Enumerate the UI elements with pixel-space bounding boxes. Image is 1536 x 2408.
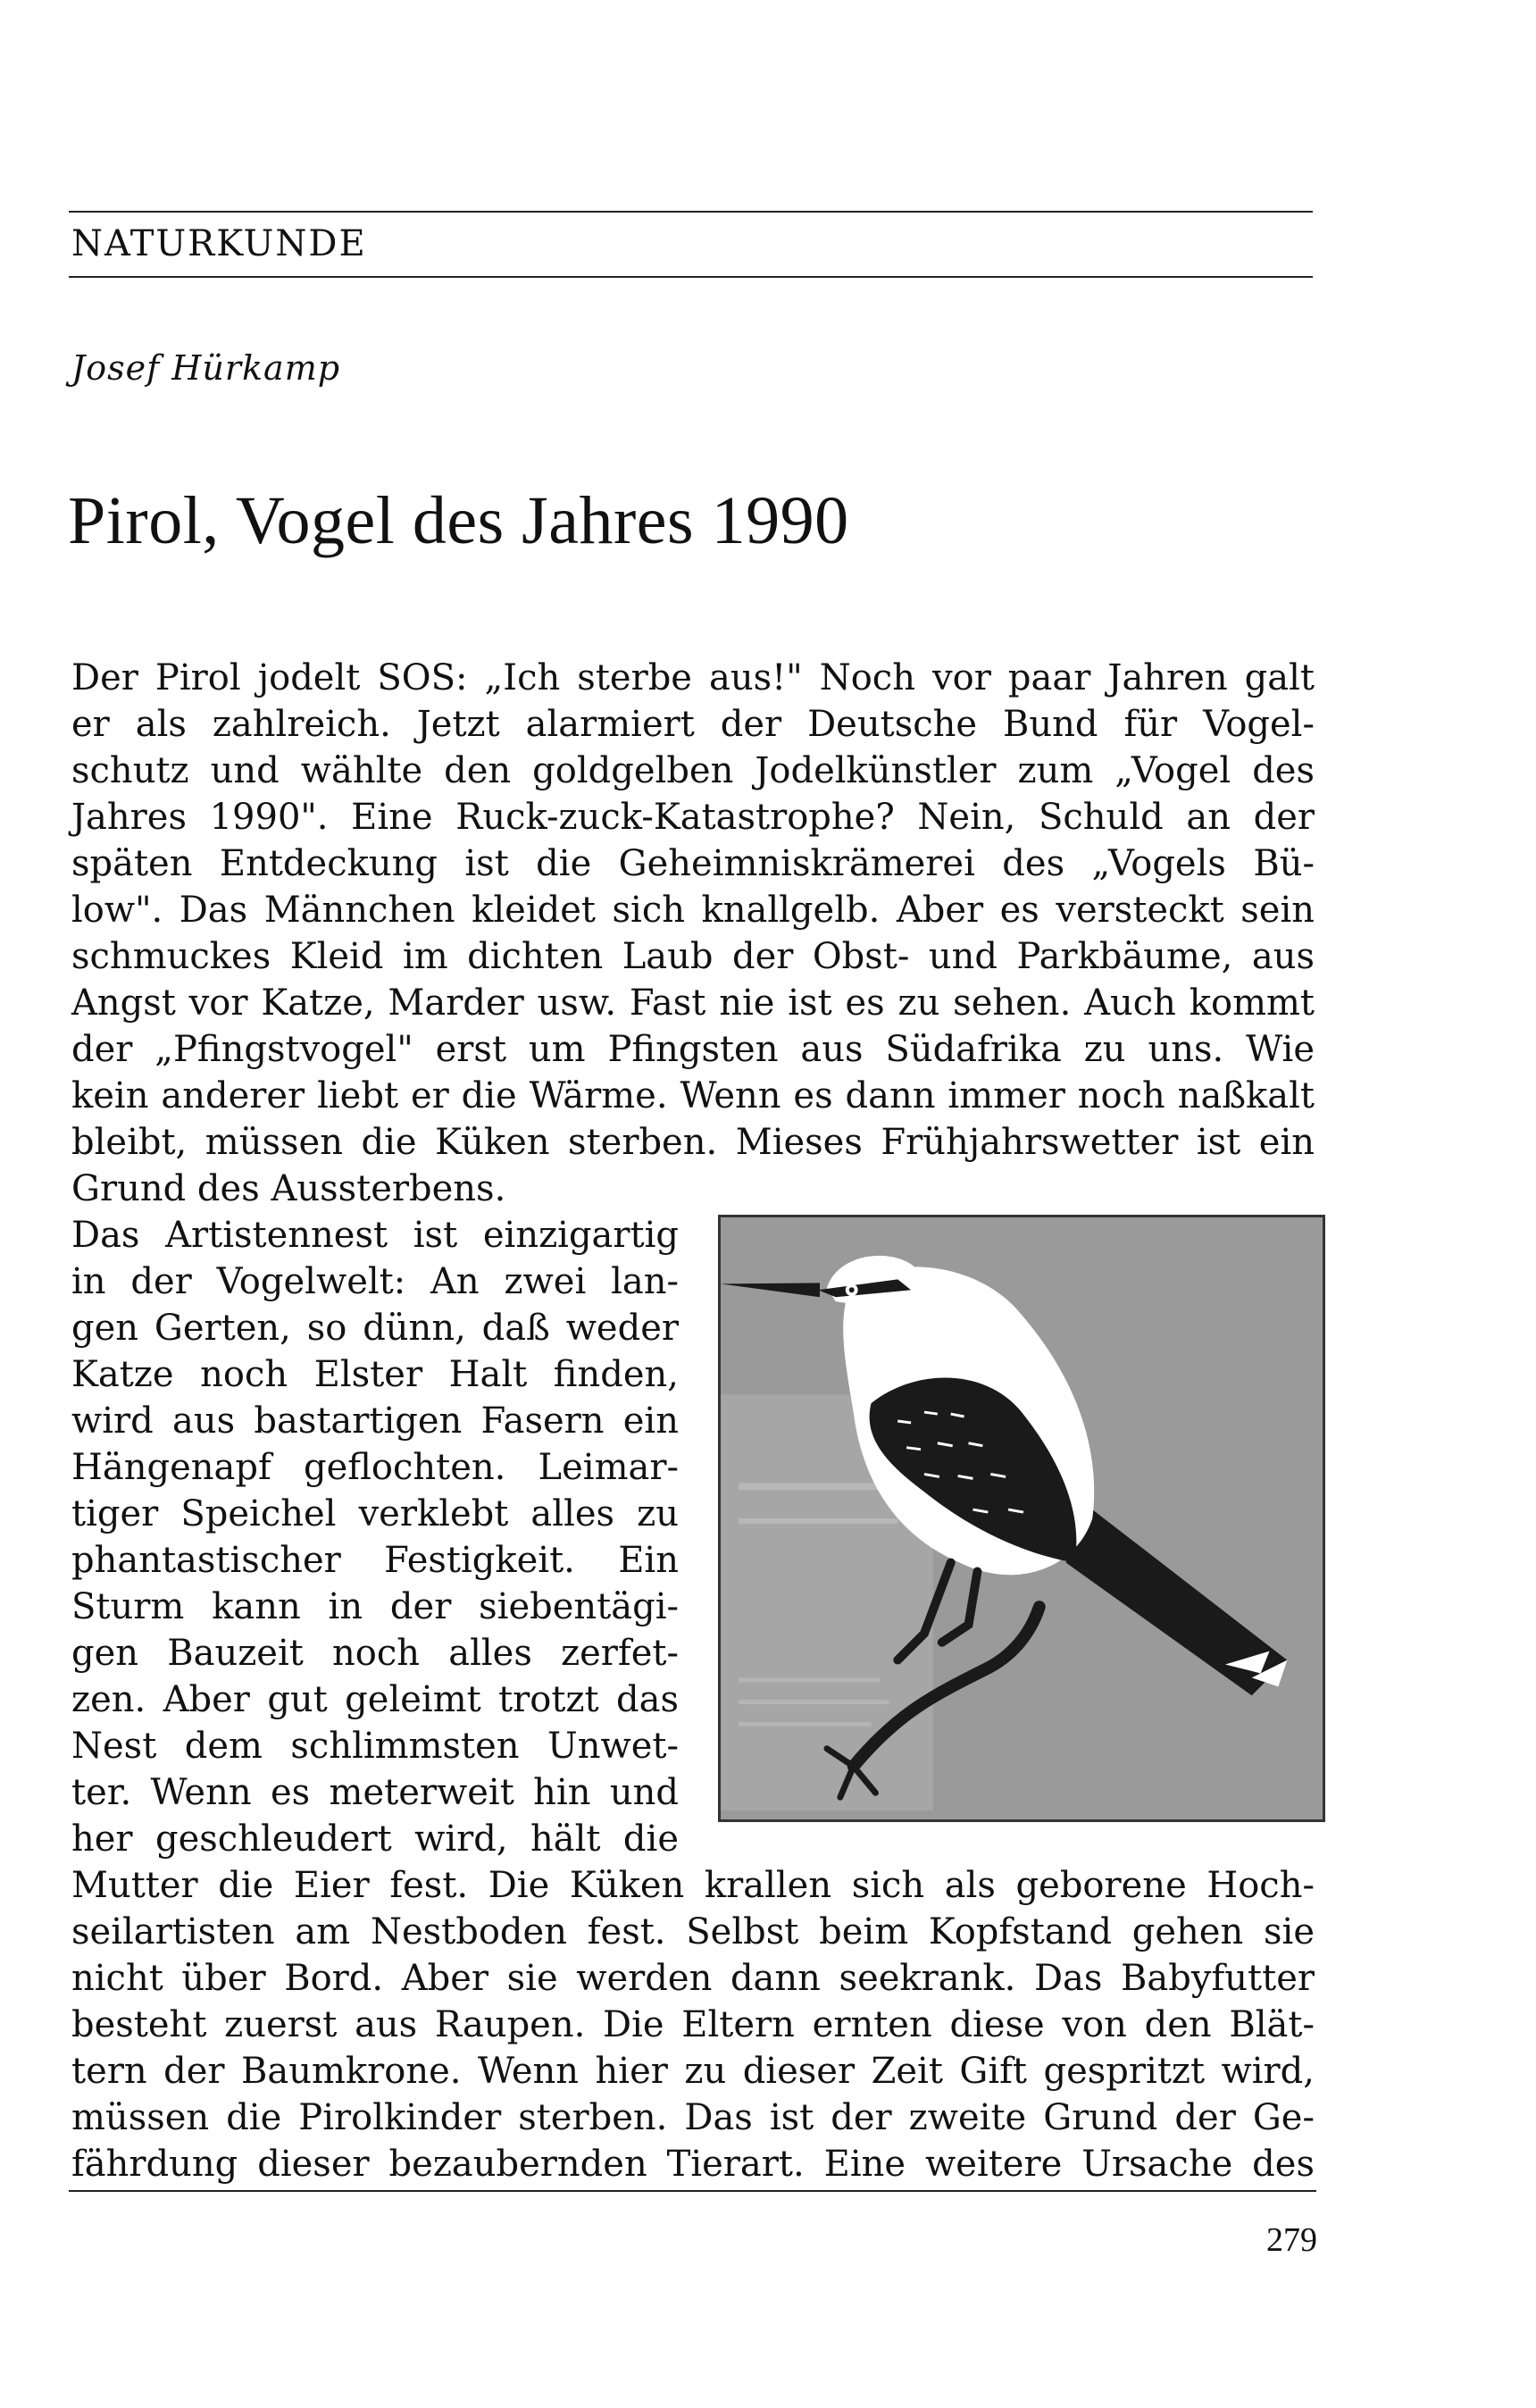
- section-label: NATURKUNDE: [71, 223, 367, 264]
- text-line: ter. Wenn es meterweit hin und: [71, 1772, 679, 1813]
- text-line: schmuckes Kleid im dichten Laub der Obst- und Parkbäume, aus: [71, 936, 1315, 977]
- text-line: nicht über Bord. Aber sie werden dann seekrank. Das Babyfutter: [71, 1958, 1315, 1999]
- text-line: Grund des Aussterbens.: [71, 1168, 506, 1209]
- text-line: kein anderer liebt er die Wärme. Wenn es dann immer noch naßkalt: [71, 1075, 1315, 1116]
- text-line: gen Gerten, so dünn, daß weder: [71, 1308, 679, 1349]
- page-number: 279: [1266, 2221, 1317, 2259]
- text-line: Katze noch Elster Halt finden,: [71, 1354, 679, 1395]
- text-line: bleibt, müssen die Küken sterben. Mieses Frühjahrswetter ist ein: [71, 1122, 1315, 1163]
- text-line: Mutter die Eier fest. Die Küken krallen sich als geborene Hoch-: [71, 1865, 1315, 1906]
- background-texture-line: [739, 1518, 897, 1524]
- text-line: Jahres 1990". Eine Ruck-zuck-Katastrophe? Nein, Schuld an der: [71, 797, 1315, 838]
- background-texture-line: [739, 1722, 872, 1727]
- oriole-bird-drawing: [721, 1217, 1323, 1819]
- footer-rule: [69, 2190, 1316, 2192]
- text-line: schutz und wählte den goldgelben Jodelkünstler zum „Vogel des: [71, 750, 1315, 791]
- text-line: wird aus bastartigen Fasern ein: [71, 1400, 679, 1442]
- text-line: seilartisten am Nestboden fest. Selbst beim Kopfstand gehen sie: [71, 1911, 1315, 1952]
- text-line: Hängenapf geflochten. Leimar-: [71, 1447, 679, 1488]
- text-line: tiger Speichel verklebt alles zu: [71, 1493, 679, 1534]
- text-line: Sturm kann in der siebentägi-: [71, 1586, 679, 1627]
- text-line: tern der Baumkrone. Wenn hier zu dieser Zeit Gift gespritzt wird,: [71, 2051, 1315, 2092]
- text-line: der „Pfingstvogel" erst um Pfingsten aus Südafrika zu uns. Wie: [71, 1029, 1315, 1070]
- header-rule-bottom: [69, 276, 1313, 278]
- text-line: Angst vor Katze, Marder usw. Fast nie ist es zu sehen. Auch kommt: [71, 982, 1315, 1024]
- background-texture-line: [739, 1700, 889, 1704]
- oriole-illustration: [718, 1215, 1325, 1822]
- text-line: her geschleudert wird, hält die: [71, 1819, 679, 1860]
- text-line: zen. Aber gut geleimt trotzt das: [71, 1679, 679, 1720]
- text-line: fährdung dieser bezaubernden Tierart. Eine weitere Ursache des: [71, 2144, 1315, 2185]
- text-line: phantastischer Festigkeit. Ein: [71, 1540, 679, 1581]
- bird-pupil: [849, 1287, 855, 1292]
- text-line: in der Vogelwelt: An zwei lan-: [71, 1261, 679, 1302]
- background-texture-line: [739, 1677, 881, 1682]
- text-line: späten Entdeckung ist die Geheimniskrämerei des „Vogels Bü-: [71, 843, 1315, 884]
- header-rule-top: [69, 211, 1313, 213]
- text-line: Der Pirol jodelt SOS: „Ich sterbe aus!" Noch vor paar Jahren galt: [71, 657, 1315, 698]
- text-line: gen Bauzeit noch alles zerfet-: [71, 1633, 679, 1674]
- text-line: besteht zuerst aus Raupen. Die Eltern ernten diese von den Blät-: [71, 2004, 1315, 2045]
- text-line: müssen die Pirolkinder sterben. Das ist der zweite Grund der Ge-: [71, 2097, 1315, 2138]
- text-line: Nest dem schlimmsten Unwet-: [71, 1726, 679, 1767]
- text-line: Das Artistennest ist einzigartig: [71, 1215, 679, 1256]
- text-line: low". Das Männchen kleidet sich knallgelb. Aber es versteckt sein: [71, 890, 1315, 931]
- author-name: Josef Hürkamp: [71, 348, 341, 388]
- text-line: er als zahlreich. Jetzt alarmiert der Deutsche Bund für Vogel-: [71, 704, 1315, 745]
- article-title: Pirol, Vogel des Jahres 1990: [68, 483, 849, 558]
